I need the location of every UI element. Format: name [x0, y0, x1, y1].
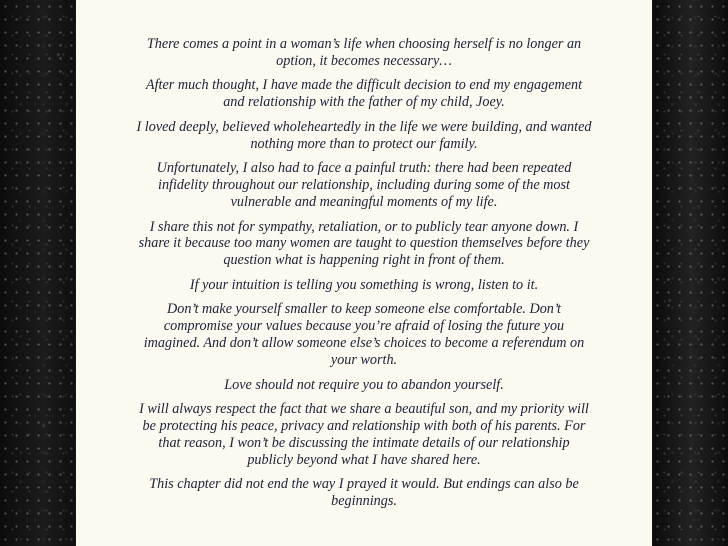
statement-paragraph-9: I will always respect the fact that we share a beautiful son, and my priority will be protecting his peace, privacy and relationship with both of his parents. For that reason, I won’t be discussing the intimate details of our relationship publicly beyond what I have shared here.: [139, 401, 589, 468]
left-dark-texture: [0, 0, 76, 546]
statement-paragraph-3: I loved deeply, believed wholeheartedly in the life we were building, and wanted nothing more than to protect our family.: [136, 118, 592, 152]
statement-paragraph-4: Unfortunately, I also had to face a painful truth: there had been repeated infidelity throughout our relationship, including during some of the most vulnerable and meaningful moments of my life.: [156, 160, 572, 211]
statement-text: [134, 36, 594, 518]
statement-paragraph-1: There comes a point in a woman’s life when choosing herself is no longer an option, it becomes necessary…: [146, 36, 582, 69]
statement-paragraph-10: This chapter did not end the way I prayed it would. But endings can also be beginnings.: [149, 476, 579, 510]
statement-paragraph-5: I share this not for sympathy, retaliation, or to publicly tear anyone down. I share it because too many women are taught to question themselves before they question what is happening right in front of them.: [138, 218, 590, 269]
right-dark-texture: [652, 0, 728, 546]
paper-statement-page: [76, 0, 652, 546]
statement-paragraph-7: Don’t make yourself smaller to keep someone else comfortable. Don’t compromise your values because you’re afraid of losing the future you imagined. And don’t allow someone else’s choices to become a referendum on your worth.: [143, 301, 585, 369]
statement-paragraph-2: After much thought, I have made the difficult decision to end my engagement and relationship with the father of my child, Joey.: [145, 77, 583, 111]
statement-paragraph-6: If your intuition is telling you something is wrong, listen to it.: [189, 276, 539, 293]
statement-paragraph-8: Love should not require you to abandon yourself.: [224, 376, 504, 393]
